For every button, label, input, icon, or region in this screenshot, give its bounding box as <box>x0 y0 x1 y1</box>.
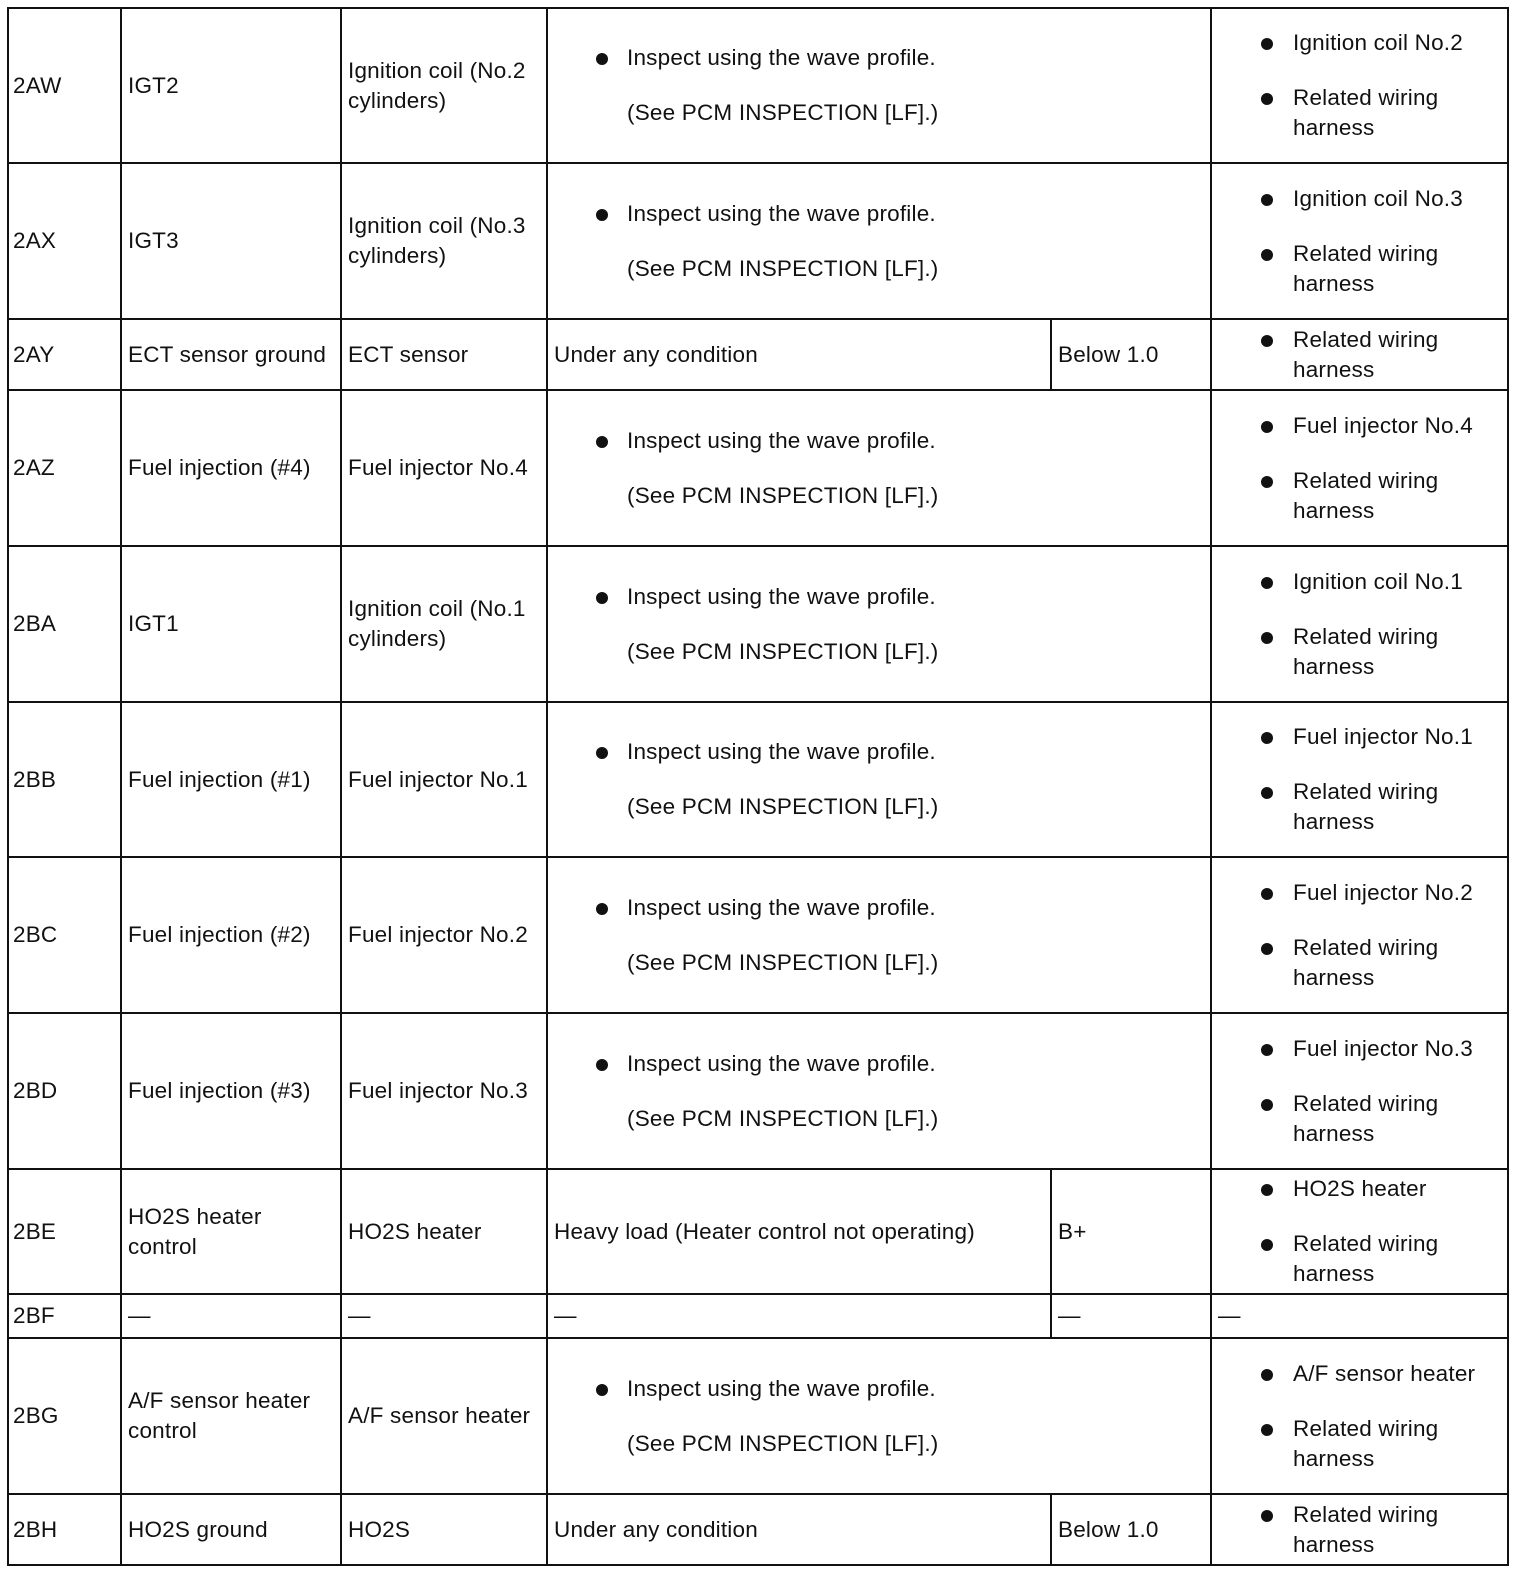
action-cell <box>1211 8 1508 163</box>
action-cell <box>1211 319 1508 390</box>
wave-instruction: Inspect using the wave profile. <box>627 45 936 70</box>
inspection-reference-link[interactable]: (See PCM INSPECTION [LF].) <box>627 794 939 819</box>
bullet-icon <box>596 747 608 759</box>
bullet-icon <box>596 436 608 448</box>
inspection-reference-link[interactable]: (See PCM INSPECTION [LF].) <box>627 638 939 664</box>
action-item <box>1260 933 1501 993</box>
action-text: HO2S heater <box>1293 1176 1427 1201</box>
connected-to-cell: A/F sensor heater <box>341 1338 547 1494</box>
action-item <box>1260 239 1501 299</box>
bullet-icon <box>596 1059 608 1071</box>
bullet-icon <box>1261 943 1273 955</box>
table-row <box>8 1013 1508 1169</box>
table-body <box>8 8 1508 1565</box>
action-text: Related wiring harness <box>1293 934 1439 990</box>
action-text: Ignition coil No.1 <box>1293 568 1463 594</box>
terminal-cell: 2AW <box>8 8 121 163</box>
wave-instruction: Inspect using the wave profile. <box>627 583 936 609</box>
bullet-icon <box>1261 1099 1273 1111</box>
connected-to-cell: HO2S <box>341 1494 547 1565</box>
terminal-cell: 2AY <box>8 319 121 390</box>
bullet-icon <box>596 53 608 65</box>
condition-cell: Heavy load (Heater control not operating) <box>547 1169 1051 1294</box>
wave-profile-cell <box>547 390 1211 546</box>
action-text: Related wiring harness <box>1293 779 1439 834</box>
wave-profile-cell <box>547 1013 1211 1169</box>
action-cell <box>1211 163 1508 319</box>
action-item <box>1260 622 1501 682</box>
terminal-cell: 2BF <box>8 1294 121 1338</box>
bullet-icon <box>1261 1239 1273 1251</box>
action-text: Related wiring harness <box>1293 1231 1439 1286</box>
connected-to-cell: ECT sensor <box>341 319 547 390</box>
wave-profile-cell <box>547 163 1211 319</box>
signal-cell: Fuel injection (#3) <box>121 1013 341 1169</box>
action-item <box>1260 184 1501 214</box>
terminal-cell: 2BA <box>8 546 121 702</box>
voltage-cell: Below 1.0 <box>1051 319 1211 390</box>
action-text: Related wiring harness <box>1293 1415 1439 1471</box>
wave-instruction: Inspect using the wave profile. <box>627 427 936 453</box>
action-text: Fuel injector No.1 <box>1293 724 1473 749</box>
voltage-cell: — <box>1051 1294 1211 1338</box>
connected-to-cell: — <box>341 1294 547 1338</box>
table-row <box>8 702 1508 857</box>
terminal-cell: 2BB <box>8 702 121 857</box>
action-cell <box>1211 702 1508 857</box>
table-row <box>8 1294 1508 1338</box>
signal-cell: IGT3 <box>121 163 341 319</box>
table-row <box>8 163 1508 319</box>
action-text: A/F sensor heater <box>1293 1360 1476 1386</box>
bullet-icon <box>596 209 608 221</box>
table-row <box>8 8 1508 163</box>
condition-cell: Under any condition <box>547 319 1051 390</box>
terminal-voltage-table <box>7 7 1509 1566</box>
bullet-icon <box>1261 632 1273 644</box>
action-cell <box>1211 1338 1508 1494</box>
condition-cell: Under any condition <box>547 1494 1051 1565</box>
voltage-cell: Below 1.0 <box>1051 1494 1211 1565</box>
action-item <box>1260 1034 1501 1064</box>
table-row <box>8 1494 1508 1565</box>
action-item <box>1260 1414 1501 1474</box>
bullet-icon <box>1261 1044 1273 1056</box>
table-row <box>8 1169 1508 1294</box>
action-cell <box>1211 1013 1508 1169</box>
action-text: Fuel injector No.3 <box>1293 1035 1473 1061</box>
action-item <box>1260 411 1501 441</box>
wave-profile-cell <box>547 857 1211 1013</box>
inspection-reference-link[interactable]: (See PCM INSPECTION [LF].) <box>627 1105 939 1131</box>
bullet-icon <box>1261 888 1273 900</box>
signal-cell: Fuel injection (#4) <box>121 390 341 546</box>
action-item <box>1260 777 1501 837</box>
table-row <box>8 319 1508 390</box>
action-text: Fuel injector No.2 <box>1293 879 1473 905</box>
action-text: Related wiring harness <box>1293 623 1439 679</box>
signal-cell: IGT1 <box>121 546 341 702</box>
wave-instruction: Inspect using the wave profile. <box>627 200 936 226</box>
action-item <box>1260 1359 1501 1389</box>
action-cell <box>1211 857 1508 1013</box>
connected-to-cell: Ignition coil (No.2 cylinders) <box>341 8 547 163</box>
signal-cell: IGT2 <box>121 8 341 163</box>
action-item <box>1260 722 1501 752</box>
inspection-reference-link[interactable]: (See PCM INSPECTION [LF].) <box>627 255 939 281</box>
bullet-icon <box>596 903 608 915</box>
action-text: Related wiring harness <box>1293 1501 1439 1557</box>
signal-cell: — <box>121 1294 341 1338</box>
wave-profile-cell <box>547 546 1211 702</box>
wave-instruction: Inspect using the wave profile. <box>627 894 936 920</box>
bullet-icon <box>1261 476 1273 488</box>
bullet-icon <box>1261 335 1273 347</box>
action-text: Ignition coil No.2 <box>1293 30 1463 55</box>
action-item <box>1260 83 1501 143</box>
bullet-icon <box>596 1384 608 1396</box>
inspection-reference-link[interactable]: (See PCM INSPECTION [LF].) <box>627 100 939 125</box>
terminal-cell: 2BD <box>8 1013 121 1169</box>
action-item <box>1260 325 1501 385</box>
connected-to-cell: Ignition coil (No.1 cylinders) <box>341 546 547 702</box>
signal-cell: Fuel injection (#2) <box>121 857 341 1013</box>
action-text: Related wiring harness <box>1293 240 1439 296</box>
signal-cell: ECT sensor ground <box>121 319 341 390</box>
table-row <box>8 390 1508 546</box>
action-cell <box>1211 1494 1508 1565</box>
wave-profile-cell <box>547 702 1211 857</box>
terminal-cell: 2AZ <box>8 390 121 546</box>
bullet-icon <box>1261 787 1273 799</box>
table-row <box>8 546 1508 702</box>
bullet-icon <box>1261 1510 1273 1522</box>
connected-to-cell: Ignition coil (No.3 cylinders) <box>341 163 547 319</box>
bullet-icon <box>1261 421 1273 433</box>
signal-cell: A/F sensor heater control <box>121 1338 341 1494</box>
action-item <box>1260 1229 1501 1289</box>
wave-profile-cell <box>547 1338 1211 1494</box>
wave-instruction: Inspect using the wave profile. <box>627 1050 936 1076</box>
terminal-cell: 2BG <box>8 1338 121 1494</box>
action-cell <box>1211 546 1508 702</box>
connected-to-cell: Fuel injector No.3 <box>341 1013 547 1169</box>
bullet-icon <box>1261 1184 1273 1196</box>
wave-instruction: Inspect using the wave profile. <box>627 739 936 764</box>
terminal-cell: 2BH <box>8 1494 121 1565</box>
connected-to-cell: Fuel injector No.2 <box>341 857 547 1013</box>
action-item <box>1260 1089 1501 1149</box>
bullet-icon <box>596 592 608 604</box>
bullet-icon <box>1261 1424 1273 1436</box>
terminal-cell: 2AX <box>8 163 121 319</box>
bullet-icon <box>1261 93 1273 105</box>
connected-to-cell: Fuel injector No.1 <box>341 702 547 857</box>
wave-profile-cell <box>547 8 1211 163</box>
action-item <box>1260 1174 1501 1204</box>
bullet-icon <box>1261 732 1273 744</box>
inspection-reference-link[interactable]: (See PCM INSPECTION [LF].) <box>627 482 939 508</box>
action-cell <box>1211 1169 1508 1294</box>
action-text: Related wiring harness <box>1293 1090 1439 1146</box>
inspection-reference-link[interactable]: (See PCM INSPECTION [LF].) <box>627 949 939 975</box>
signal-cell: HO2S heater control <box>121 1169 341 1294</box>
action-item <box>1260 1500 1501 1560</box>
action-text: Ignition coil No.3 <box>1293 185 1463 211</box>
table-row <box>8 857 1508 1013</box>
action-text: Fuel injector No.4 <box>1293 412 1473 438</box>
action-item <box>1260 567 1501 597</box>
action-item <box>1260 466 1501 526</box>
voltage-cell: B+ <box>1051 1169 1211 1294</box>
inspection-reference-link[interactable]: (See PCM INSPECTION [LF].) <box>627 1430 939 1456</box>
connected-to-cell: Fuel injector No.4 <box>341 390 547 546</box>
condition-cell: — <box>547 1294 1051 1338</box>
bullet-icon <box>1261 1369 1273 1381</box>
table-row <box>8 1338 1508 1494</box>
action-text: Related wiring harness <box>1293 85 1439 140</box>
action-item <box>1260 878 1501 908</box>
terminal-cell: 2BE <box>8 1169 121 1294</box>
bullet-icon <box>1261 577 1273 589</box>
signal-cell: Fuel injection (#1) <box>121 702 341 857</box>
terminal-cell: 2BC <box>8 857 121 1013</box>
bullet-icon <box>1261 38 1273 50</box>
action-cell: — <box>1211 1294 1508 1338</box>
bullet-icon <box>1261 194 1273 206</box>
action-item <box>1260 28 1501 58</box>
wave-instruction: Inspect using the wave profile. <box>627 1375 936 1401</box>
signal-cell: HO2S ground <box>121 1494 341 1565</box>
connected-to-cell: HO2S heater <box>341 1169 547 1294</box>
action-cell <box>1211 390 1508 546</box>
action-text: Related wiring harness <box>1293 326 1439 382</box>
bullet-icon <box>1261 249 1273 261</box>
action-text: Related wiring harness <box>1293 467 1439 523</box>
